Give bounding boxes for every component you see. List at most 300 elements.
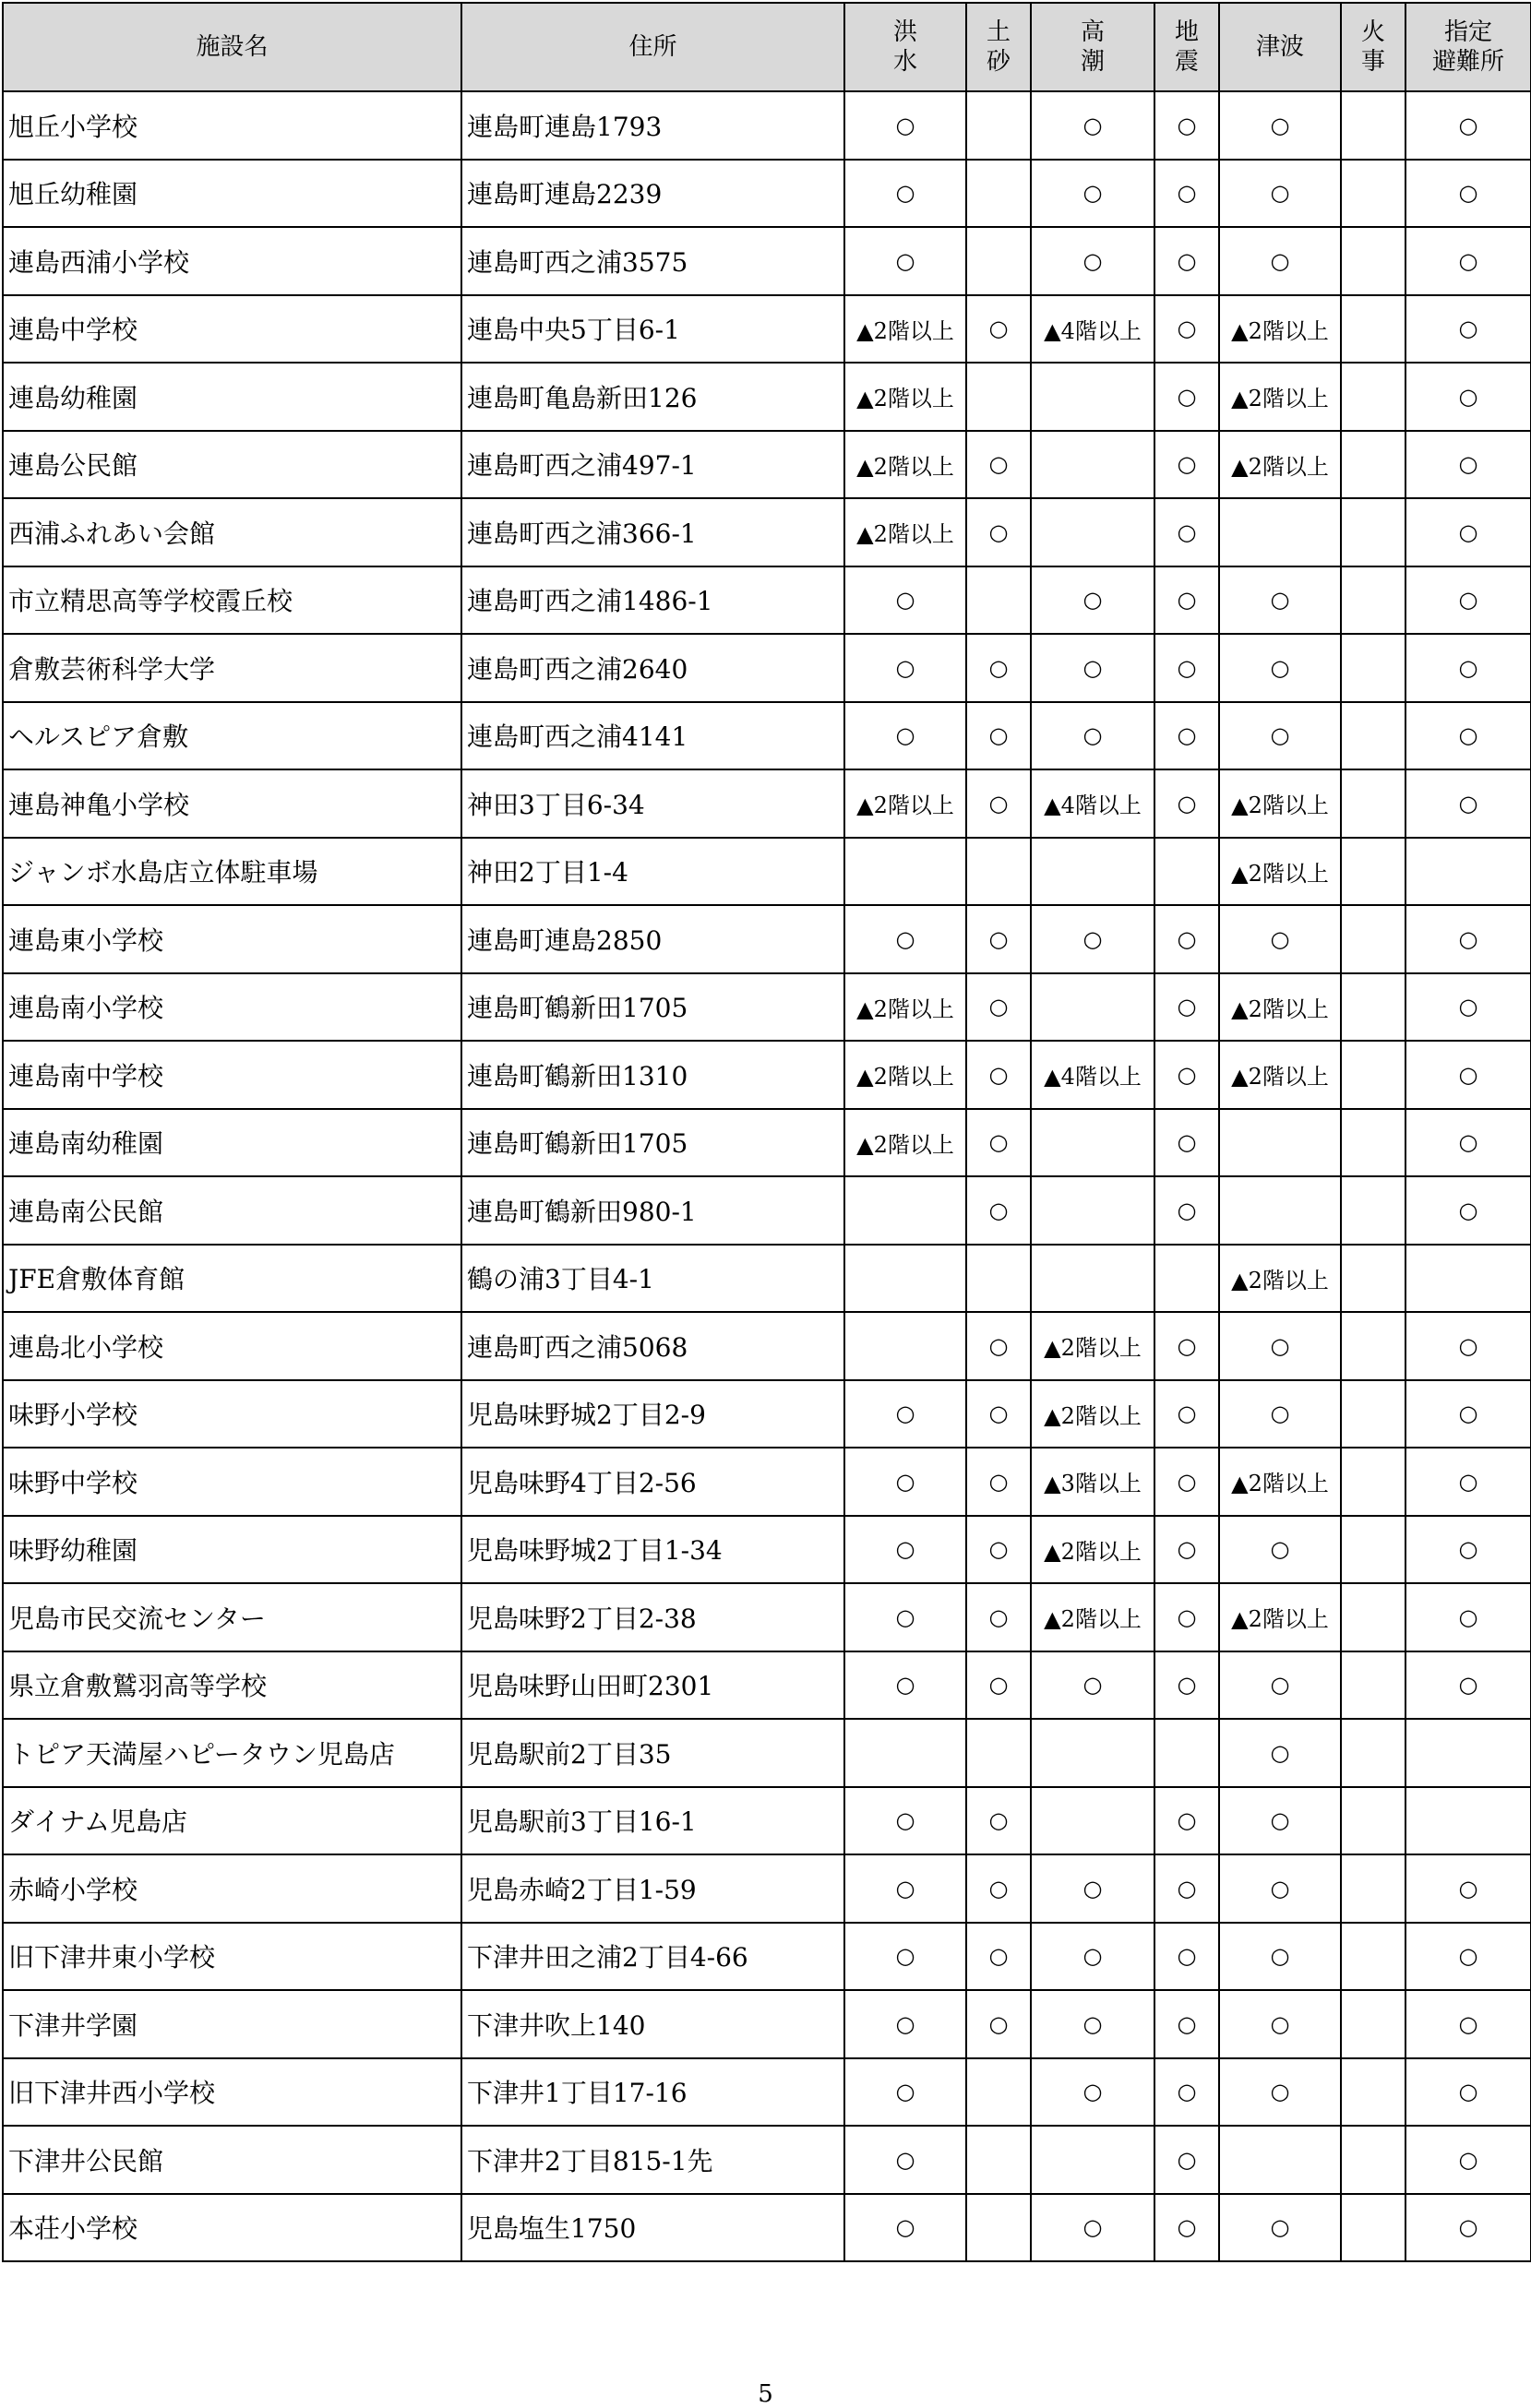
table-row [3, 2058, 1531, 2127]
cell-storm-surge: ○ [1031, 2194, 1154, 2262]
header-designated-line: 避難所 [1431, 48, 1504, 76]
cell-facility-name: 連島西浦小学校 [3, 227, 461, 295]
cell-facility-name: 旭丘小学校 [3, 91, 461, 160]
cell-tsunami [1219, 1109, 1341, 1177]
cell-tsunami: ○ [1219, 160, 1341, 228]
cell-earthquake: ○ [1154, 1041, 1219, 1109]
cell-address: 連島町西之浦3575 [461, 227, 844, 295]
cell-designated-shelter: ○ [1405, 160, 1531, 228]
cell-designated-shelter: ○ [1405, 1923, 1531, 1991]
cell-facility-name: 赤崎小学校 [3, 1854, 461, 1923]
table-row [3, 1516, 1531, 1584]
cell-earthquake: ○ [1154, 2126, 1219, 2194]
cell-earthquake: ○ [1154, 160, 1219, 228]
cell-tsunami: ▲2階以上 [1219, 838, 1341, 906]
table-row [3, 634, 1531, 702]
cell-storm-surge: ▲4階以上 [1031, 1041, 1154, 1109]
cell-earthquake: ○ [1154, 1448, 1219, 1516]
cell-designated-shelter: ○ [1405, 2194, 1531, 2262]
cell-landslide [966, 1245, 1031, 1313]
cell-flood: ○ [844, 1380, 966, 1448]
cell-facility-name: 連島公民館 [3, 431, 461, 499]
header-fire [1341, 3, 1405, 91]
cell-fire [1341, 1176, 1405, 1245]
header-earthquake [1154, 3, 1219, 91]
cell-landslide: ○ [966, 634, 1031, 702]
cell-storm-surge: ○ [1031, 634, 1154, 702]
cell-designated-shelter: ○ [1405, 634, 1531, 702]
header-storm-surge [1031, 3, 1154, 91]
cell-designated-shelter: ○ [1405, 431, 1531, 499]
cell-facility-name: トピア天満屋ハピータウン児島店 [3, 1719, 461, 1787]
cell-fire [1341, 1923, 1405, 1991]
cell-fire [1341, 769, 1405, 838]
cell-landslide: ○ [966, 1787, 1031, 1855]
cell-facility-name: 本荘小学校 [3, 2194, 461, 2262]
cell-tsunami: ▲2階以上 [1219, 295, 1341, 364]
cell-storm-surge: ▲2階以上 [1031, 1516, 1154, 1584]
table-header [3, 3, 1531, 91]
table-row [3, 498, 1531, 566]
cell-facility-name: 味野中学校 [3, 1448, 461, 1516]
header-flood-line: 水 [892, 48, 917, 76]
cell-designated-shelter: ○ [1405, 295, 1531, 364]
cell-earthquake: ○ [1154, 1583, 1219, 1651]
table-row [3, 905, 1531, 973]
cell-address: 連島町西之浦4141 [461, 702, 844, 770]
cell-designated-shelter: ○ [1405, 905, 1531, 973]
cell-flood: ○ [844, 160, 966, 228]
cell-facility-name: 連島神亀小学校 [3, 769, 461, 838]
cell-fire [1341, 498, 1405, 566]
table-row [3, 227, 1531, 295]
table-row [3, 1854, 1531, 1923]
cell-tsunami: ○ [1219, 1312, 1341, 1380]
cell-storm-surge: ○ [1031, 702, 1154, 770]
cell-landslide: ○ [966, 1312, 1031, 1380]
cell-flood [844, 1719, 966, 1787]
cell-facility-name: ジャンボ水島店立体駐車場 [3, 838, 461, 906]
cell-landslide: ○ [966, 1380, 1031, 1448]
cell-address: 下津井2丁目815-1先 [461, 2126, 844, 2194]
cell-address: 連島町亀島新田126 [461, 363, 844, 431]
cell-address: 児島駅前3丁目16-1 [461, 1787, 844, 1855]
cell-earthquake: ○ [1154, 1854, 1219, 1923]
cell-storm-surge [1031, 973, 1154, 1042]
cell-address: 下津井吹上140 [461, 1990, 844, 2058]
cell-tsunami: ▲2階以上 [1219, 1448, 1341, 1516]
cell-fire [1341, 295, 1405, 364]
cell-address: 下津井田之浦2丁目4-66 [461, 1923, 844, 1991]
table-row [3, 702, 1531, 770]
cell-designated-shelter: ○ [1405, 769, 1531, 838]
cell-tsunami [1219, 1176, 1341, 1245]
cell-address: 児島味野城2丁目2-9 [461, 1380, 844, 1448]
header-landslide [966, 3, 1031, 91]
header-fire-line: 事 [1360, 48, 1385, 76]
cell-address: 連島町西之浦1486-1 [461, 566, 844, 635]
cell-flood: ○ [844, 1448, 966, 1516]
cell-storm-surge: ▲2階以上 [1031, 1583, 1154, 1651]
table-row [3, 2126, 1531, 2194]
cell-facility-name: 味野小学校 [3, 1380, 461, 1448]
cell-fire [1341, 363, 1405, 431]
header-landslide-line: 砂 [986, 48, 1011, 76]
cell-storm-surge: ○ [1031, 1923, 1154, 1991]
cell-designated-shelter: ○ [1405, 498, 1531, 566]
cell-flood: ▲2階以上 [844, 295, 966, 364]
cell-storm-surge [1031, 1109, 1154, 1177]
cell-landslide: ○ [966, 905, 1031, 973]
cell-tsunami: ▲2階以上 [1219, 1245, 1341, 1313]
cell-earthquake: ○ [1154, 498, 1219, 566]
cell-landslide: ○ [966, 973, 1031, 1042]
cell-address: 児島味野城2丁目1-34 [461, 1516, 844, 1584]
cell-tsunami: ○ [1219, 634, 1341, 702]
cell-address: 連島町連島2850 [461, 905, 844, 973]
cell-earthquake: ○ [1154, 91, 1219, 160]
table-row [3, 2194, 1531, 2262]
cell-facility-name: 旧下津井東小学校 [3, 1923, 461, 1991]
evacuation-facility-table [2, 2, 1531, 2262]
cell-designated-shelter: ○ [1405, 2058, 1531, 2127]
cell-earthquake: ○ [1154, 1176, 1219, 1245]
cell-landslide: ○ [966, 1651, 1031, 1720]
table-row [3, 1719, 1531, 1787]
cell-designated-shelter: ○ [1405, 2126, 1531, 2194]
cell-flood: ○ [844, 1787, 966, 1855]
cell-earthquake: ○ [1154, 973, 1219, 1042]
cell-facility-name: ヘルスピア倉敷 [3, 702, 461, 770]
cell-address: 連島町鶴新田1310 [461, 1041, 844, 1109]
cell-fire [1341, 1787, 1405, 1855]
cell-address: 連島町鶴新田980-1 [461, 1176, 844, 1245]
cell-storm-surge [1031, 1245, 1154, 1313]
cell-designated-shelter: ○ [1405, 1109, 1531, 1177]
cell-storm-surge: ○ [1031, 905, 1154, 973]
cell-earthquake: ○ [1154, 1312, 1219, 1380]
cell-facility-name: 連島北小学校 [3, 1312, 461, 1380]
cell-facility-name: 市立精思高等学校霞丘校 [3, 566, 461, 635]
header-address: 住所 [461, 3, 844, 91]
header-facility-name: 施設名 [3, 3, 461, 91]
cell-landslide [966, 363, 1031, 431]
cell-designated-shelter [1405, 1787, 1531, 1855]
cell-designated-shelter: ○ [1405, 363, 1531, 431]
header-flood-line: 洪 [892, 18, 917, 46]
cell-fire [1341, 1583, 1405, 1651]
cell-storm-surge: ○ [1031, 2058, 1154, 2127]
table-row [3, 1448, 1531, 1516]
cell-tsunami [1219, 2126, 1341, 2194]
table-row [3, 91, 1531, 160]
cell-tsunami: ○ [1219, 1854, 1341, 1923]
cell-flood: ▲2階以上 [844, 431, 966, 499]
cell-landslide: ○ [966, 1109, 1031, 1177]
cell-landslide [966, 1719, 1031, 1787]
cell-tsunami: ▲2階以上 [1219, 1583, 1341, 1651]
table-row [3, 431, 1531, 499]
cell-fire [1341, 973, 1405, 1042]
cell-fire [1341, 431, 1405, 499]
cell-landslide: ○ [966, 1990, 1031, 2058]
cell-landslide [966, 160, 1031, 228]
cell-fire [1341, 91, 1405, 160]
header-row [3, 3, 1531, 91]
cell-landslide: ○ [966, 702, 1031, 770]
cell-earthquake: ○ [1154, 566, 1219, 635]
cell-earthquake: ○ [1154, 769, 1219, 838]
cell-facility-name: 連島南小学校 [3, 973, 461, 1042]
cell-tsunami: ○ [1219, 1787, 1341, 1855]
cell-designated-shelter: ○ [1405, 702, 1531, 770]
cell-tsunami: ○ [1219, 566, 1341, 635]
cell-facility-name: 旧下津井西小学校 [3, 2058, 461, 2127]
cell-designated-shelter: ○ [1405, 1448, 1531, 1516]
cell-facility-name: 児島市民交流センター [3, 1583, 461, 1651]
cell-fire [1341, 1312, 1405, 1380]
cell-fire [1341, 1719, 1405, 1787]
cell-storm-surge: ○ [1031, 566, 1154, 635]
cell-address: 神田3丁目6-34 [461, 769, 844, 838]
cell-address: 児島味野4丁目2-56 [461, 1448, 844, 1516]
table-row [3, 1651, 1531, 1720]
cell-flood: ○ [844, 905, 966, 973]
cell-flood: ▲2階以上 [844, 498, 966, 566]
cell-flood: ○ [844, 634, 966, 702]
cell-landslide: ○ [966, 1516, 1031, 1584]
cell-fire [1341, 2126, 1405, 2194]
header-tsunami: 津波 [1219, 3, 1341, 91]
cell-facility-name: 県立倉敷鷲羽高等学校 [3, 1651, 461, 1720]
table-row [3, 1041, 1531, 1109]
cell-address: 連島町鶴新田1705 [461, 973, 844, 1042]
cell-tsunami: ○ [1219, 1719, 1341, 1787]
cell-flood: ○ [844, 2126, 966, 2194]
cell-storm-surge: ○ [1031, 1651, 1154, 1720]
cell-address: 連島町鶴新田1705 [461, 1109, 844, 1177]
cell-tsunami: ○ [1219, 227, 1341, 295]
cell-flood: ○ [844, 1923, 966, 1991]
cell-landslide: ○ [966, 769, 1031, 838]
cell-earthquake: ○ [1154, 1516, 1219, 1584]
cell-facility-name: ダイナム児島店 [3, 1787, 461, 1855]
cell-earthquake: ○ [1154, 1990, 1219, 2058]
cell-earthquake: ○ [1154, 2058, 1219, 2127]
cell-landslide [966, 566, 1031, 635]
cell-earthquake: ○ [1154, 634, 1219, 702]
cell-facility-name: 連島幼稚園 [3, 363, 461, 431]
table-row [3, 160, 1531, 228]
cell-earthquake: ○ [1154, 2194, 1219, 2262]
table-row [3, 1312, 1531, 1380]
cell-address: 連島町西之浦497-1 [461, 431, 844, 499]
cell-designated-shelter: ○ [1405, 91, 1531, 160]
cell-storm-surge [1031, 363, 1154, 431]
cell-facility-name: 連島南幼稚園 [3, 1109, 461, 1177]
cell-fire [1341, 1041, 1405, 1109]
cell-earthquake: ○ [1154, 1923, 1219, 1991]
cell-facility-name: 下津井公民館 [3, 2126, 461, 2194]
cell-storm-surge: ▲4階以上 [1031, 769, 1154, 838]
cell-earthquake [1154, 838, 1219, 906]
cell-address: 連島町連島2239 [461, 160, 844, 228]
cell-storm-surge [1031, 1787, 1154, 1855]
cell-designated-shelter [1405, 1245, 1531, 1313]
header-earthquake-line: 地 [1174, 18, 1199, 46]
cell-earthquake: ○ [1154, 431, 1219, 499]
cell-fire [1341, 1651, 1405, 1720]
table-body [3, 91, 1531, 2261]
cell-facility-name: 西浦ふれあい会館 [3, 498, 461, 566]
cell-designated-shelter: ○ [1405, 1516, 1531, 1584]
cell-flood [844, 838, 966, 906]
cell-designated-shelter: ○ [1405, 1651, 1531, 1720]
page-number: 5 [758, 2380, 773, 2408]
cell-address: 連島中央5丁目6-1 [461, 295, 844, 364]
cell-landslide [966, 838, 1031, 906]
cell-address: 下津井1丁目17-16 [461, 2058, 844, 2127]
cell-tsunami: ▲2階以上 [1219, 363, 1341, 431]
cell-flood: ▲2階以上 [844, 363, 966, 431]
cell-facility-name: 連島東小学校 [3, 905, 461, 973]
cell-storm-surge [1031, 1176, 1154, 1245]
cell-designated-shelter: ○ [1405, 227, 1531, 295]
cell-address: 児島駅前2丁目35 [461, 1719, 844, 1787]
cell-storm-surge: ▲2階以上 [1031, 1312, 1154, 1380]
cell-tsunami: ○ [1219, 1990, 1341, 2058]
header-flood [844, 3, 966, 91]
cell-designated-shelter: ○ [1405, 1041, 1531, 1109]
cell-storm-surge: ▲3階以上 [1031, 1448, 1154, 1516]
cell-tsunami: ○ [1219, 1516, 1341, 1584]
cell-landslide: ○ [966, 1923, 1031, 1991]
cell-fire [1341, 1448, 1405, 1516]
cell-tsunami: ▲2階以上 [1219, 431, 1341, 499]
cell-tsunami: ○ [1219, 2194, 1341, 2262]
cell-storm-surge: ○ [1031, 1990, 1154, 2058]
cell-designated-shelter: ○ [1405, 1380, 1531, 1448]
table-row [3, 1109, 1531, 1177]
cell-designated-shelter: ○ [1405, 1312, 1531, 1380]
cell-storm-surge: ▲4階以上 [1031, 295, 1154, 364]
cell-tsunami: ▲2階以上 [1219, 769, 1341, 838]
cell-tsunami: ▲2階以上 [1219, 973, 1341, 1042]
cell-address: 児島味野2丁目2-38 [461, 1583, 844, 1651]
cell-address: 連島町西之浦366-1 [461, 498, 844, 566]
table-row [3, 1583, 1531, 1651]
cell-earthquake: ○ [1154, 1787, 1219, 1855]
cell-designated-shelter: ○ [1405, 1854, 1531, 1923]
cell-landslide: ○ [966, 295, 1031, 364]
cell-earthquake: ○ [1154, 1380, 1219, 1448]
cell-tsunami: ○ [1219, 905, 1341, 973]
cell-address: 連島町西之浦5068 [461, 1312, 844, 1380]
cell-landslide: ○ [966, 431, 1031, 499]
cell-landslide: ○ [966, 1583, 1031, 1651]
cell-flood: ○ [844, 1990, 966, 2058]
header-designated-line: 指定 [1443, 18, 1492, 46]
cell-fire [1341, 702, 1405, 770]
cell-facility-name: 倉敷芸術科学大学 [3, 634, 461, 702]
table-row [3, 1787, 1531, 1855]
cell-tsunami [1219, 498, 1341, 566]
cell-flood: ○ [844, 1516, 966, 1584]
cell-flood: ▲2階以上 [844, 769, 966, 838]
cell-fire [1341, 2194, 1405, 2262]
header-designated-shelter [1405, 3, 1531, 91]
cell-flood: ○ [844, 1651, 966, 1720]
cell-storm-surge [1031, 1719, 1154, 1787]
cell-tsunami: ○ [1219, 2058, 1341, 2127]
cell-flood: ▲2階以上 [844, 1041, 966, 1109]
cell-flood: ○ [844, 702, 966, 770]
table-row [3, 838, 1531, 906]
cell-landslide [966, 227, 1031, 295]
cell-designated-shelter [1405, 1719, 1531, 1787]
cell-landslide [966, 91, 1031, 160]
cell-tsunami: ○ [1219, 1923, 1341, 1991]
cell-landslide: ○ [966, 1854, 1031, 1923]
cell-storm-surge [1031, 431, 1154, 499]
cell-address: 児島塩生1750 [461, 2194, 844, 2262]
cell-fire [1341, 905, 1405, 973]
cell-tsunami: ▲2階以上 [1219, 1041, 1341, 1109]
cell-facility-name: 旭丘幼稚園 [3, 160, 461, 228]
cell-earthquake: ○ [1154, 1109, 1219, 1177]
cell-landslide: ○ [966, 1448, 1031, 1516]
cell-fire [1341, 160, 1405, 228]
cell-earthquake [1154, 1719, 1219, 1787]
cell-address: 連島町西之浦2640 [461, 634, 844, 702]
cell-landslide: ○ [966, 1041, 1031, 1109]
table-row [3, 1990, 1531, 2058]
cell-address: 児島赤崎2丁目1-59 [461, 1854, 844, 1923]
table-row [3, 769, 1531, 838]
header-storm-surge-line: 潮 [1080, 48, 1105, 76]
cell-storm-surge [1031, 498, 1154, 566]
cell-landslide [966, 2058, 1031, 2127]
header-storm-surge-line: 高 [1080, 18, 1105, 46]
cell-landslide: ○ [966, 498, 1031, 566]
cell-designated-shelter: ○ [1405, 566, 1531, 635]
cell-facility-name: 連島中学校 [3, 295, 461, 364]
cell-flood: ○ [844, 566, 966, 635]
cell-facility-name: 連島南中学校 [3, 1041, 461, 1109]
cell-fire [1341, 227, 1405, 295]
cell-tsunami: ○ [1219, 702, 1341, 770]
table-row [3, 1923, 1531, 1991]
cell-address: 児島味野山田町2301 [461, 1651, 844, 1720]
cell-landslide [966, 2126, 1031, 2194]
cell-tsunami: ○ [1219, 1380, 1341, 1448]
cell-designated-shelter: ○ [1405, 1176, 1531, 1245]
cell-flood: ○ [844, 2194, 966, 2262]
cell-earthquake: ○ [1154, 1651, 1219, 1720]
table-row [3, 295, 1531, 364]
table-row [3, 973, 1531, 1042]
cell-fire [1341, 838, 1405, 906]
table-row [3, 1176, 1531, 1245]
header-fire-line: 火 [1360, 18, 1385, 46]
cell-storm-surge: ○ [1031, 160, 1154, 228]
cell-designated-shelter: ○ [1405, 973, 1531, 1042]
cell-facility-name: 下津井学園 [3, 1990, 461, 2058]
cell-earthquake: ○ [1154, 227, 1219, 295]
cell-flood [844, 1176, 966, 1245]
cell-flood: ○ [844, 91, 966, 160]
cell-earthquake: ○ [1154, 295, 1219, 364]
